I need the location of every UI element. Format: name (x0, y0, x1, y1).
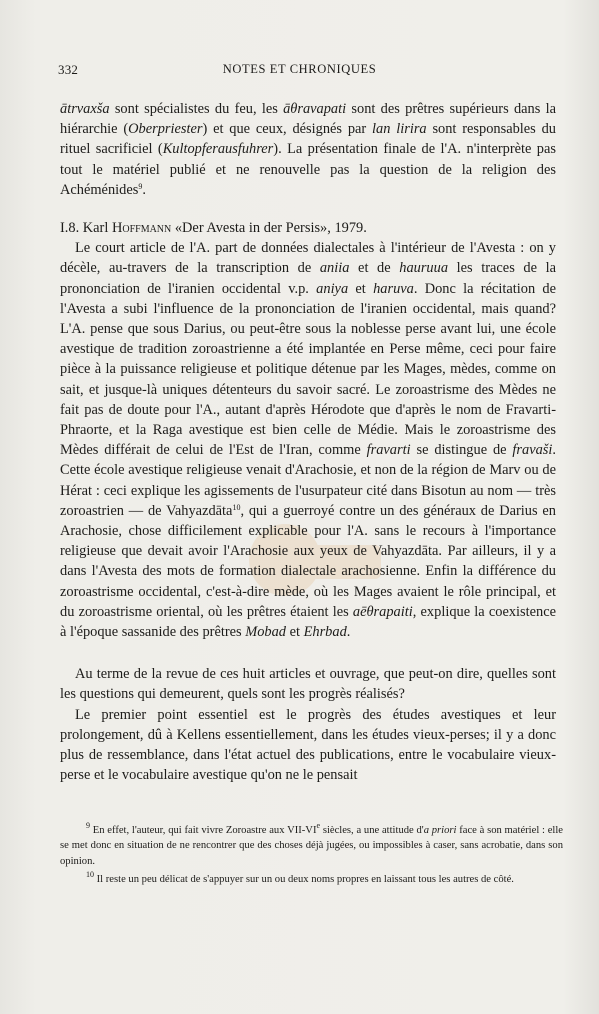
text-run: «Der Avesta in der Persis», 1979. (171, 220, 367, 237)
italic-term: aniya (316, 280, 349, 297)
footnote-ref: 9 (138, 181, 143, 191)
paragraph-2 (60, 238, 556, 642)
section-heading (60, 218, 556, 238)
italic-term: haruva (373, 280, 414, 297)
paragraph-1 (60, 99, 556, 200)
footnote-ref: e (316, 821, 321, 830)
text-run: En effet, l'auteur, qui fait vivre Zoroastre aux VII-VI (90, 825, 317, 836)
text-run: I.8. Karl (60, 220, 112, 237)
italic-term: āθravapati (283, 101, 347, 117)
italic-term: fravarti (366, 442, 411, 459)
text-run: les traces de la prononciation de l'iranien occidental v.p. (60, 260, 556, 297)
italic-term: Kultopferausfuhrer (162, 141, 274, 158)
footnote-ref: 10 (232, 502, 241, 512)
running-title: NOTES ET CHRONIQUES (222, 62, 377, 76)
paragraph-3: Au terme de la revue de ces huit articles et ouvrage, que peut-on dire, quelles sont les questions qui demeurent, quels sont les progrès réalisés? (60, 666, 556, 703)
text-run: et (286, 624, 304, 641)
text-run: et de (349, 260, 400, 277)
text-run: . Cette école avestique religieuse venait d'Arachosie, et non de la région de Marv ou de Hérat : ceci explique les agissements de l'usurpateur cité dans Bisotun au nom — très zoroastrien — de Vahyazdāta (60, 442, 556, 519)
italic-term: hauruua (399, 260, 449, 277)
page-number: 332 (58, 62, 79, 77)
text-run: sont responsables du rituel sacrificiel ( (60, 121, 556, 158)
paragraph-4: Le premier point essentiel est le progrès des études avestiques et leur prolongement, dû à Kellens essentiellement, dans les études vieux-perses; il y a donc plus de ressemblance, dans l'état actuel des publications, entre le vocabulaire vieux-perse et le vocabulaire avestique qu'on ne le pensait (60, 706, 556, 784)
italic-term: Mobad (245, 624, 286, 641)
text-run: face à son matériel : elle se met donc en situation de ne rencontrer que des choses déjà jugées, ou impossibles à caser, sans acrobatie, dans son opinion. (60, 825, 563, 867)
italic-term: aēθrapaiti (352, 603, 413, 620)
text-run: ). La présentation finale de l'A. n'interprète pas tout le matériel publié et ne renouvelle pas la question de la religion des Achéménides (60, 141, 556, 198)
text-run: se distingue de (410, 442, 513, 459)
text-run: siècles, a une attitude d' (320, 825, 424, 836)
text-run: Il reste un peu délicat de s'appuyer sur un ou deux noms propres en laissant tous les autres de côté. (94, 873, 514, 885)
footnotes (60, 823, 563, 890)
text-run: sont spécialistes du feu, les (109, 101, 284, 117)
text-run: Le court article de l'A. part de données dialectales à l'intérieur de l'Avesta : on y décèle, au-travers de la transcription de (60, 240, 556, 277)
italic-term: aniia (319, 260, 350, 277)
author-name: Hoffmann (111, 220, 172, 237)
italic-term: lan lirira (372, 121, 427, 138)
footnote-10 (60, 869, 563, 887)
main-text (60, 99, 556, 786)
italic-term: a priori (423, 825, 457, 836)
text-run: et (348, 280, 374, 297)
text-run: . (346, 624, 351, 641)
italic-term: ātrvaxša (60, 101, 110, 117)
text-run: . (142, 181, 146, 198)
italic-term: Ehrbad (303, 624, 347, 641)
text-run: ) et que ceux, désignés par (202, 121, 373, 138)
text-run: , qui a guerroyé contre un des généraux de Darius en Arachosie, chose difficilement explicable pour l'A. sans le recours à l'importance religieuse que devait avoir l'Arachosie aux yeux de Vahyazdāta. Par ailleurs, il y a dans l'Avesta des mots de formation dialectale arachosienne. Enfin la différence du zoroastrisme occidental, c'est-à-dire mède, où les Mages avaient le rôle principal, et du zoroastrisme oriental, où les prêtres étaient les (60, 502, 556, 620)
text-run: . Donc la récitation de l'Avesta a subi l'influence de la prononciation de l'iranien occidental, mais quand? L'A. pense que sous Darius, ou peut-être sous la noblesse perse avant lui, une école avestique de tradition zoroastrienne a été implantée en Perse même, ceci pour faire pièce à la puissance religieuse et politique détenue par les Mages, mèdes, comme on sait, et jusque-là uniques détenteurs du savoir sacré. Le zoroastrisme des Mèdes ne fait pas de doute pour l'A., autant d'après Hérodote que d'après le nom de Fravarti-Phraorte, et la Raga avestique est bien celle de Médie. Mais le zoroastrisme des Mèdes différait de celui de l'Est de l'Iran, comme (60, 280, 556, 459)
text-run: , explique la coexistence à l'époque sassanide des prêtres (60, 603, 556, 641)
italic-term: fravaši (512, 442, 553, 459)
footnote-ref: 10 (86, 869, 94, 879)
text-run: sont des prêtres supérieurs dans la hiérarchie ( (60, 101, 556, 138)
footnote-ref: 9 (86, 821, 90, 830)
italic-term: Oberpriester (128, 121, 203, 138)
footnote-9 (60, 823, 563, 869)
